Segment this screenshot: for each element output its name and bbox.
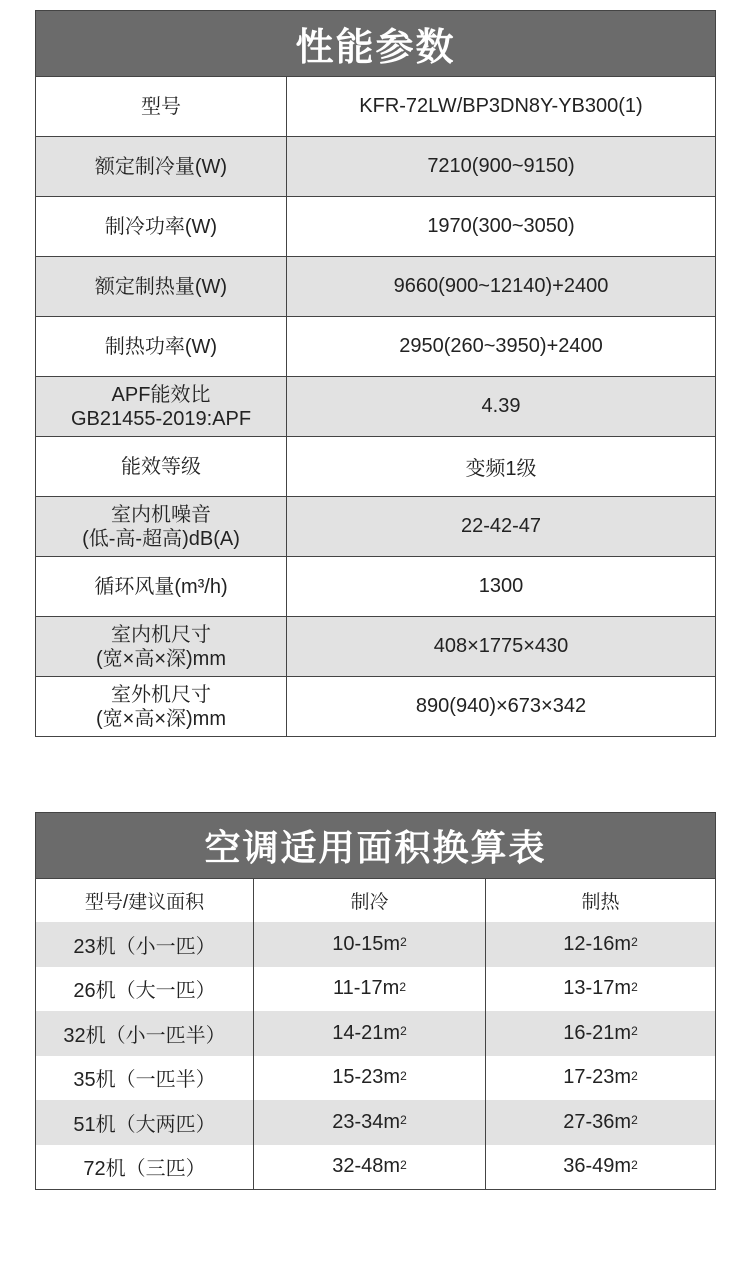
area-model	[36, 1056, 254, 1101]
area-rows	[36, 878, 715, 1189]
spec-label	[36, 257, 287, 316]
area-cooling-text: 15-23m	[332, 1066, 401, 1089]
spec-label-line: 室内机尺寸	[111, 623, 211, 646]
spec-label-line: (宽×高×深)mm	[96, 707, 226, 730]
area-heating-text: 16-21m	[563, 1021, 632, 1044]
area-model-text: 32机（小一匹半）	[63, 1024, 226, 1047]
area-model-text: 51机（大两匹）	[73, 1113, 216, 1136]
spec-value: 2950(260~3950)+2400	[399, 335, 603, 357]
spec-label	[36, 377, 287, 436]
spec-label-line: 循环风量(m³/h)	[94, 575, 228, 598]
area-table-title: 空调适用面积换算表	[36, 813, 715, 878]
area-heating	[486, 1056, 715, 1101]
spec-label	[36, 497, 287, 556]
square-unit-sup: 2	[399, 979, 406, 994]
square-unit-sup: 2	[400, 935, 407, 950]
spec-row	[36, 556, 715, 616]
area-row	[36, 1011, 715, 1056]
area-model	[36, 1011, 254, 1056]
header-heating: 制热	[581, 892, 620, 913]
area-cooling	[254, 1011, 486, 1056]
spec-row	[36, 616, 715, 676]
spec-label	[36, 437, 287, 496]
spec-value: 408×1775×430	[433, 635, 569, 657]
spec-row	[36, 676, 715, 736]
header-cooling: 制冷	[254, 879, 486, 922]
spec-value: 9660(900~12140)+2400	[393, 275, 609, 297]
spec-row	[36, 496, 715, 556]
area-model	[36, 967, 254, 1012]
spec-row	[36, 316, 715, 376]
spec-label	[36, 677, 287, 736]
area-heating	[486, 1145, 715, 1190]
header-model-area: 型号/建议面积	[36, 879, 254, 922]
spec-label-line: GB21455-2019:APF	[70, 407, 252, 430]
area-row	[36, 967, 715, 1012]
area-heating-text: 12-16m	[563, 932, 632, 955]
spec-label	[36, 137, 287, 196]
performance-params-title: 性能参数	[36, 11, 715, 76]
spec-label-line: 室内机噪音	[111, 503, 211, 526]
spec-label	[36, 557, 287, 616]
spec-label-line: (宽×高×深)mm	[96, 647, 226, 670]
spec-row	[36, 376, 715, 436]
area-cooling-text: 11-17m	[332, 977, 400, 1000]
area-cooling	[254, 1056, 486, 1101]
square-unit-sup: 2	[400, 1068, 407, 1083]
square-unit-sup: 2	[400, 1113, 407, 1128]
spec-rows	[36, 76, 715, 736]
area-cooling-text: 10-15m	[332, 932, 401, 955]
area-heating-text: 36-49m	[563, 1155, 632, 1178]
spec-label	[36, 77, 287, 136]
spec-value: 4.39	[481, 395, 521, 417]
square-unit-sup: 2	[631, 1068, 638, 1083]
spec-label	[36, 617, 287, 676]
spec-row	[36, 256, 715, 316]
area-cooling-text: 14-21m	[332, 1021, 401, 1044]
area-header-row	[36, 878, 715, 922]
area-row	[36, 1056, 715, 1101]
spec-label-line: 能效等级	[121, 455, 201, 478]
square-unit-sup: 2	[631, 1113, 638, 1128]
area-heating	[486, 922, 715, 967]
area-heating-text: 13-17m	[563, 977, 632, 1000]
spec-label-line: 型号	[141, 95, 181, 118]
area-heating	[486, 1011, 715, 1056]
spec-row	[36, 196, 715, 256]
spec-label-line: 额定制热量(W)	[94, 275, 228, 298]
area-heating-text: 27-36m	[563, 1110, 632, 1133]
area-cooling-text: 32-48m	[332, 1155, 401, 1178]
area-cooling-text: 23-34m	[332, 1110, 401, 1133]
spec-label-line: 室外机尺寸	[111, 683, 211, 706]
area-row	[36, 1145, 715, 1190]
square-unit-sup: 2	[631, 935, 638, 950]
spec-value: 变频1级	[465, 458, 537, 480]
spec-label-line: APF能效比	[111, 383, 211, 406]
spec-value: 7210(900~9150)	[427, 155, 575, 177]
area-cooling	[254, 1145, 486, 1190]
area-model-text: 72机（三匹）	[83, 1158, 206, 1181]
spec-label-line: 制热功率(W)	[104, 335, 218, 358]
spec-label	[36, 317, 287, 376]
area-heating	[486, 967, 715, 1012]
area-heating	[486, 1100, 715, 1145]
area-model	[36, 922, 254, 967]
area-cooling	[254, 1100, 486, 1145]
spec-row	[36, 76, 715, 136]
area-model-text: 35机（一匹半）	[73, 1069, 216, 1092]
area-conversion-table	[35, 812, 716, 1190]
area-cooling	[254, 922, 486, 967]
area-model-text: 26机（大一匹）	[73, 980, 216, 1003]
spec-value: 22-42-47	[460, 515, 542, 537]
performance-params-table	[35, 10, 716, 737]
area-row	[36, 1100, 715, 1145]
area-model-text: 23机（小一匹）	[73, 935, 216, 958]
spec-label-line: (低-高-超高)dB(A)	[82, 527, 240, 550]
spec-value: 1970(300~3050)	[427, 215, 575, 237]
spec-label-line: 额定制冷量(W)	[94, 155, 228, 178]
area-model	[36, 1100, 254, 1145]
square-unit-sup: 2	[631, 1157, 638, 1172]
spec-label	[36, 197, 287, 256]
area-row	[36, 922, 715, 967]
area-cooling	[254, 967, 486, 1012]
spec-value: KFR-72LW/BP3DN8Y-YB300(1)	[359, 95, 643, 117]
spec-row	[36, 136, 715, 196]
area-heating-text: 17-23m	[563, 1066, 632, 1089]
square-unit-sup: 2	[631, 979, 638, 994]
spec-row	[36, 436, 715, 496]
area-model	[36, 1145, 254, 1190]
spec-label-line: 制冷功率(W)	[104, 215, 218, 238]
square-unit-sup: 2	[400, 1157, 407, 1172]
square-unit-sup: 2	[631, 1024, 638, 1039]
spec-value: 890(940)×673×342	[415, 695, 587, 717]
spec-value: 1300	[478, 575, 524, 597]
square-unit-sup: 2	[400, 1024, 407, 1039]
